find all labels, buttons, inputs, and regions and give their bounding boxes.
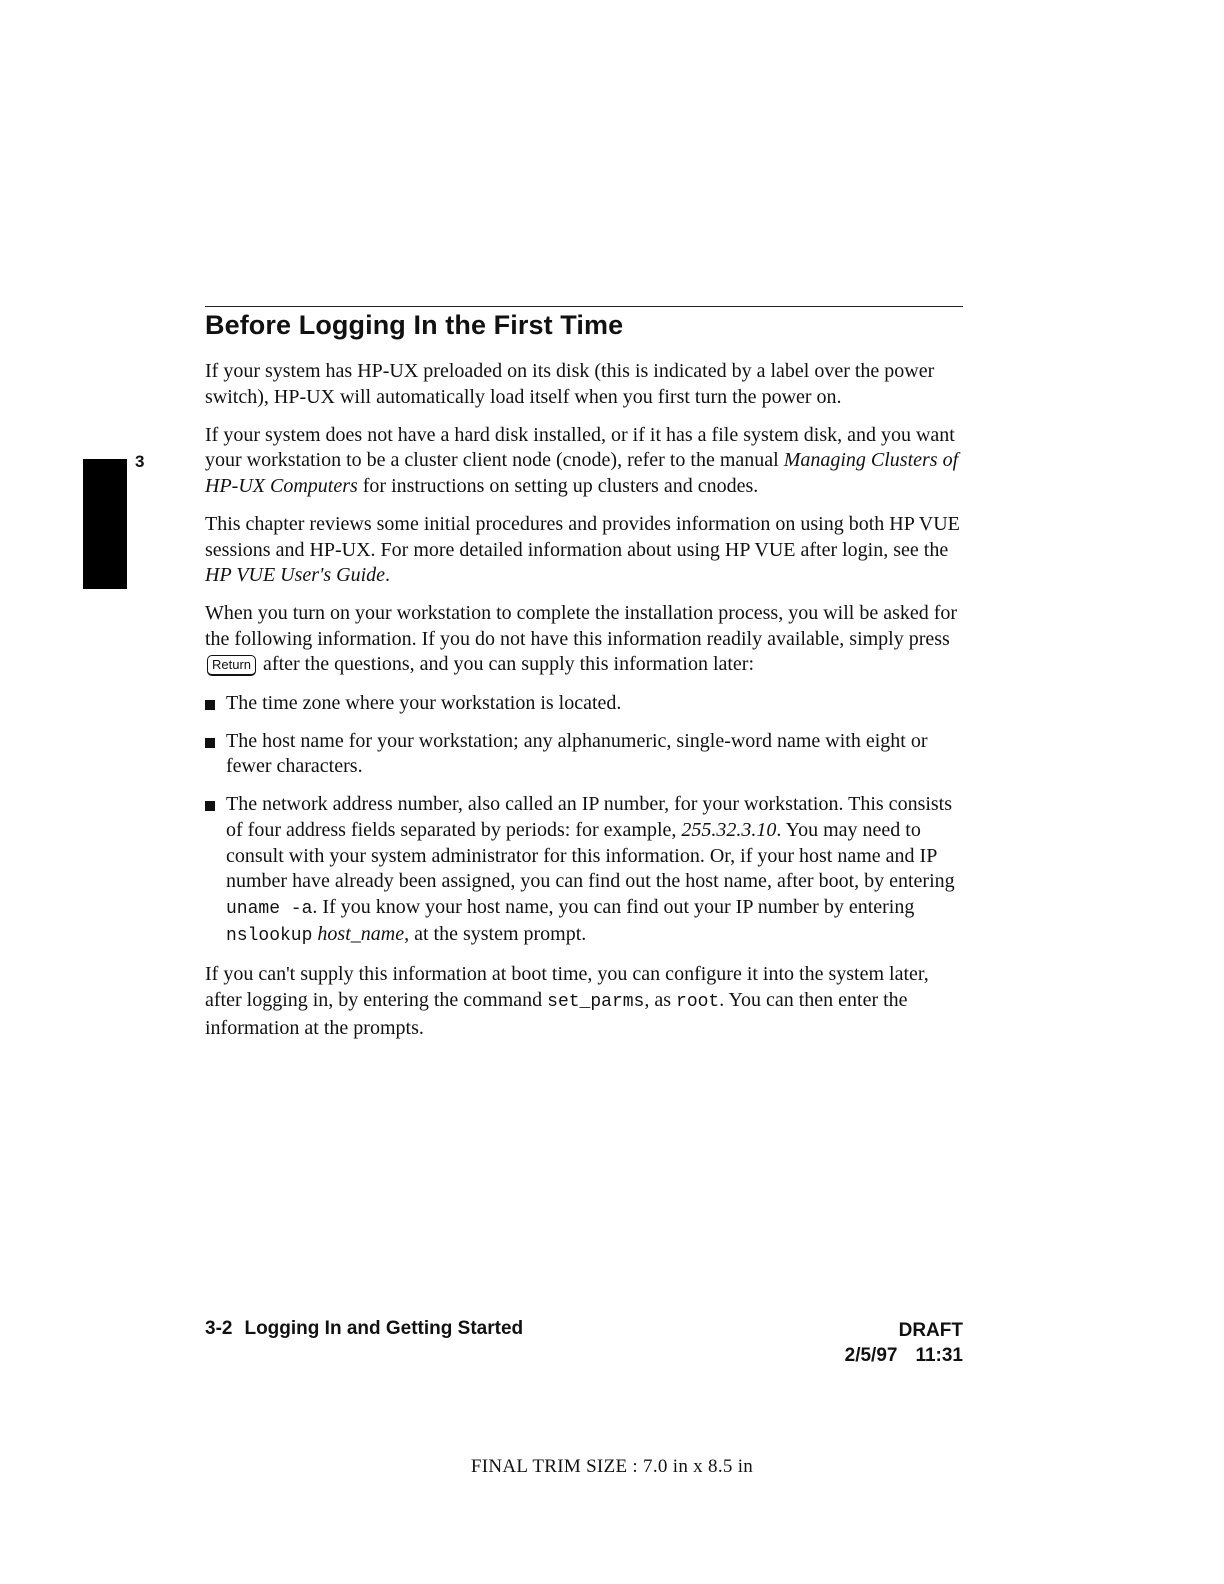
list-item [205,729,967,780]
manual-title-clusters: Managing Clusters of HP-UX Computers [205,449,959,497]
b3-text-3: . If you know your host name, you can find out your IP number by entering [312,895,915,918]
p5-text-2: , as [644,988,677,1011]
p2-text-after: for instructions on setting up clusters and cnodes. [357,474,759,497]
command-set-parms: set_parms [547,991,645,1012]
p4-text-before: When you turn on your workstation to complete the installation process, you will be asked for the following information. If you do not have this information readily available, simply press [205,602,958,650]
body-text [205,359,967,1054]
draft-date-time [845,1343,963,1368]
p2-text-before: If your system does not have a hard disk installed, or if it has a file system disk, and you want your workstation to be a cluster client node (cnode), refer to the manual [205,423,955,472]
b3-text-1: The network address number, also called an IP number, for your workstation. This consists of four address fields separated by periods: for example, [226,793,953,841]
section-heading: Before Logging In the First Time [205,310,624,340]
paragraph-cluster [205,423,967,500]
page-number: 3-2 [205,1318,233,1339]
list-item-text: The time zone where your workstation is located. [226,691,622,714]
bullet-icon [205,700,215,710]
command-uname: uname -a [226,898,313,919]
b3-text-4: , at the system prompt. [404,923,587,946]
return-key-cap: Return [207,655,256,676]
draft-stamp [845,1318,963,1368]
paragraph-chapter-overview [205,512,967,589]
draft-time: 11:31 [915,1345,963,1366]
paragraph-set-parms [205,962,967,1041]
p5-text-3: . You can then enter the information at the prompts. [205,988,908,1039]
p3-text-after: . [385,564,390,587]
list-item-text: The host name for your workstation; any alphanumeric, single-word name with eight or fewer characters. [226,729,928,778]
manual-title-vue: HP VUE User's Guide [205,564,385,587]
draft-date: 2/5/97 [844,1345,898,1366]
p3-text-before: This chapter reviews some initial procedures and provides information on using both HP VUE sessions and HP-UX. For more detailed information about using HP VUE after login, see the [205,512,960,561]
b3-text-2: . You may need to consult with your system administrator for this information. Or, if your host name and IP number have already been assigned, you can find out the host name, after boot, by entering [226,818,955,893]
page-footer [205,1318,523,1340]
list-item [205,691,967,717]
list-item [205,792,967,950]
info-list [205,691,967,950]
example-ip-address: 255.32.3.10 [681,818,777,841]
user-root: root [676,991,720,1012]
command-nslookup: nslookup [226,926,313,947]
bullet-icon [205,801,215,811]
bullet-icon [205,738,215,748]
draft-label: DRAFT [898,1320,963,1341]
paragraph-installation [205,601,967,678]
paragraph-preloaded: If your system has HP-UX preloaded on its disk (this is indicated by a label over the power switch), HP-UX will automatically load itself when you first turn the power on. [205,360,935,408]
header-rule [205,306,963,307]
argument-host-name: host_name [317,923,405,946]
chapter-title: Logging In and Getting Started [244,1318,524,1339]
trim-size-note: FINAL TRIM SIZE : 7.0 in x 8.5 in [470,1456,754,1477]
chapter-tab-marker [83,459,127,589]
p5-text-1: If you can't supply this information at boot time, you can configure it into the system later, after logging in, by entering the command [205,963,929,1011]
chapter-tab-number: 3 [135,452,145,471]
p4-text-after: after the questions, and you can supply this information later: [258,653,755,676]
